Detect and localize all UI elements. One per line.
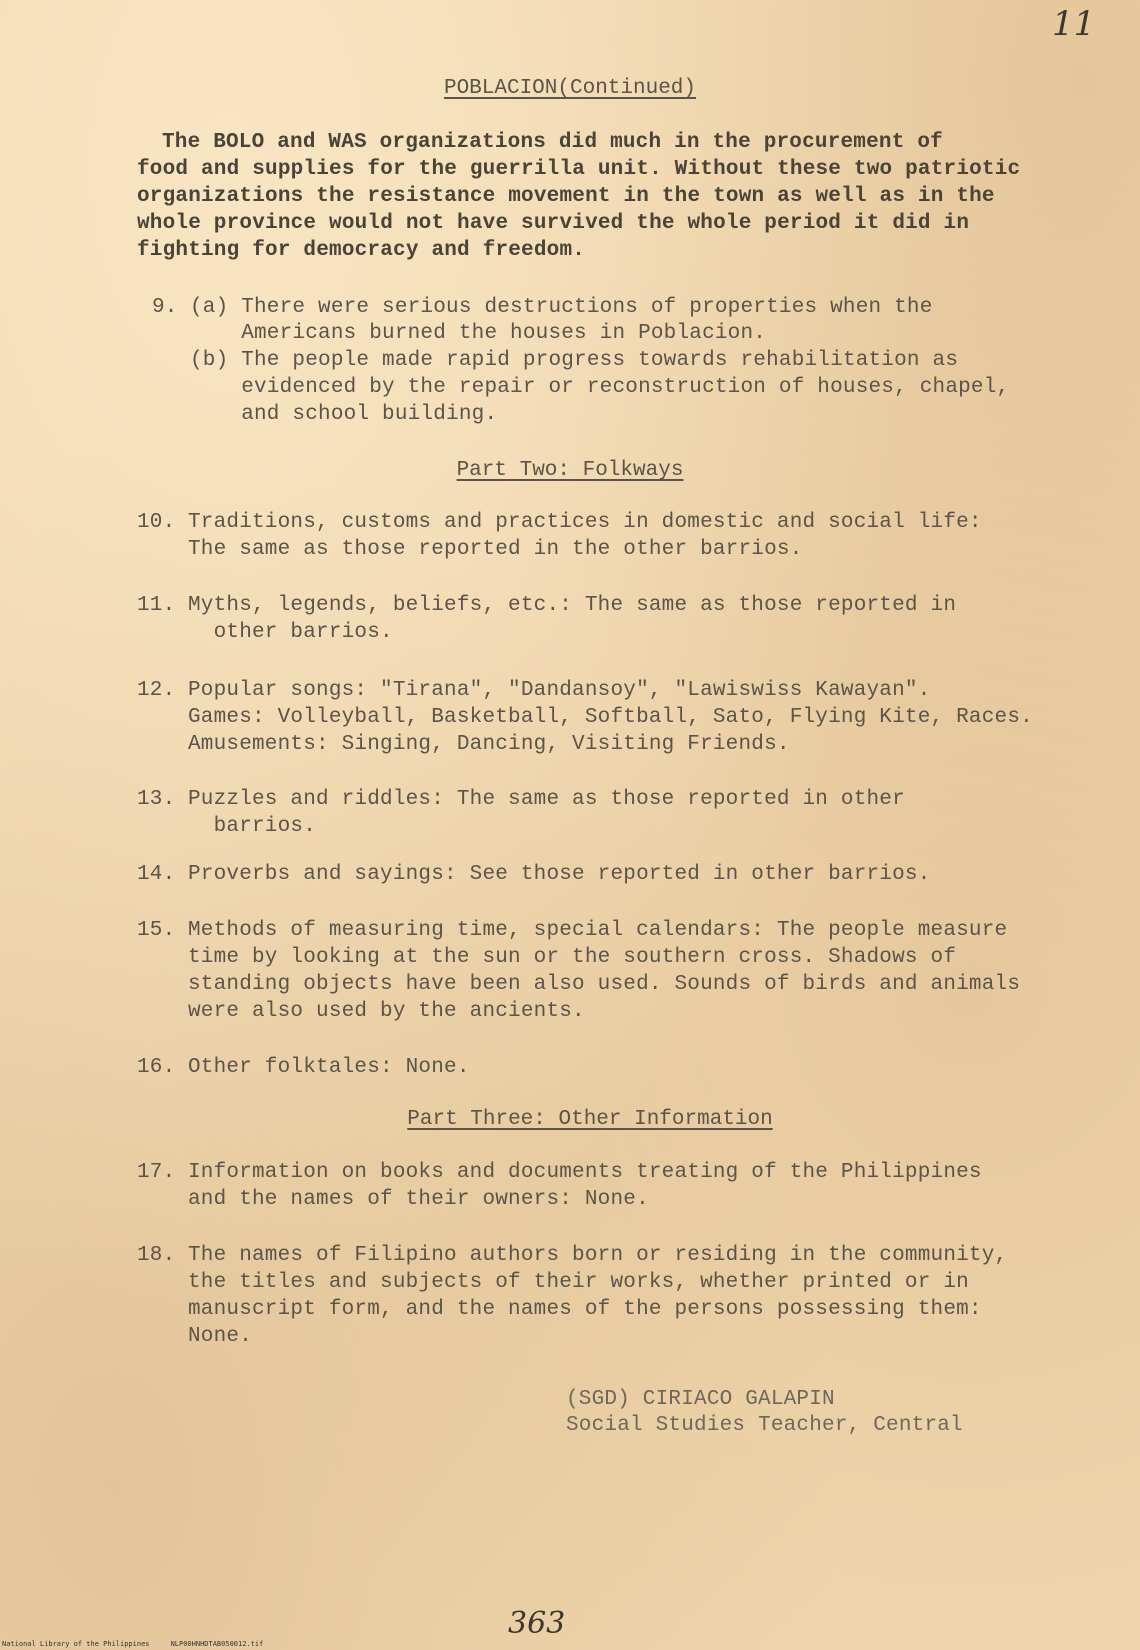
item-line: The names of Filipino authors born or residing in the community,: [188, 1244, 1008, 1267]
item-9a-line: Americans burned the houses in Poblacion.: [190, 322, 767, 345]
intro-line: food and supplies for the guerrilla unit. Without these two patriotic: [137, 158, 1021, 181]
item-number: 18.: [137, 1244, 176, 1267]
intro-line: whole province would not have survived the whole period it did in: [137, 212, 970, 235]
corner-page-number: 11: [1052, 4, 1096, 44]
archive-footer: National Library of the Philippines NLP00HNHDTAB050012.tif: [2, 1640, 264, 1648]
item-9b-line: (b) The people made rapid progress towards rehabilitation as: [190, 349, 959, 372]
item-number: 13.: [137, 788, 176, 811]
item-9b-line: evidenced by the repair or reconstruction of houses, chapel,: [190, 376, 1010, 399]
item-line: Proverbs and sayings: See those reported in other barrios.: [188, 863, 931, 886]
signature-name: (SGD) CIRIACO GALAPIN: [566, 1388, 835, 1411]
item-line: standing objects have been also used. Sounds of birds and animals: [188, 973, 1021, 996]
item-line: and the names of their owners: None.: [188, 1188, 649, 1211]
item-line: barrios.: [188, 815, 317, 838]
item-line: Games: Volleyball, Basketball, Softball, Sato, Flying Kite, Races.: [188, 706, 1033, 729]
item-line: Popular songs: "Tirana", "Dandansoy", "Lawiswiss Kawayan".: [188, 679, 931, 702]
item-line: manuscript form, and the names of the persons possessing them:: [188, 1298, 982, 1321]
item-line: Puzzles and riddles: The same as those reported in other: [188, 788, 905, 811]
item-line: were also used by the ancients.: [188, 1000, 585, 1023]
signature-title: Social Studies Teacher, Central: [566, 1414, 963, 1437]
item-9b-line: and school building.: [190, 403, 498, 426]
page-title: POBLACION(Continued): [443, 77, 697, 100]
item-line: None.: [188, 1325, 253, 1348]
part-two-heading: Part Two: Folkways: [456, 459, 684, 482]
item-line: other barrios.: [188, 621, 393, 644]
item-number: 17.: [137, 1161, 176, 1184]
item-line: Myths, legends, beliefs, etc.: The same as those reported in: [188, 594, 957, 617]
item-9a-line: (a) There were serious destructions of properties when the: [190, 296, 933, 319]
item-line: The same as those reported in the other barrios.: [188, 538, 803, 561]
item-line: Other folktales: None.: [188, 1056, 470, 1079]
part-three-heading: Part Three: Other Information: [407, 1108, 773, 1131]
intro-line: fighting for democracy and freedom.: [137, 239, 586, 262]
item-line: Information on books and documents treating of the Philippines: [188, 1161, 982, 1184]
item-number: 9.: [152, 296, 178, 319]
item-number: 15.: [137, 919, 176, 942]
item-line: time by looking at the sun or the southern cross. Shadows of: [188, 946, 957, 969]
item-line: Amusements: Singing, Dancing, Visiting Friends.: [188, 733, 790, 756]
item-line: the titles and subjects of their works, whether printed or in: [188, 1271, 969, 1294]
item-line: Methods of measuring time, special calendars: The people measure: [188, 919, 1008, 942]
item-number: 12.: [137, 679, 176, 702]
intro-line: The BOLO and WAS organizations did much in the procurement of: [162, 131, 943, 154]
item-number: 11.: [137, 594, 176, 617]
handwritten-page-number: 363: [508, 1606, 566, 1641]
item-number: 14.: [137, 863, 176, 886]
intro-line: organizations the resistance movement in the town as well as in the: [137, 185, 995, 208]
item-number: 10.: [137, 511, 176, 534]
item-number: 16.: [137, 1056, 176, 1079]
item-line: Traditions, customs and practices in domestic and social life:: [188, 511, 982, 534]
